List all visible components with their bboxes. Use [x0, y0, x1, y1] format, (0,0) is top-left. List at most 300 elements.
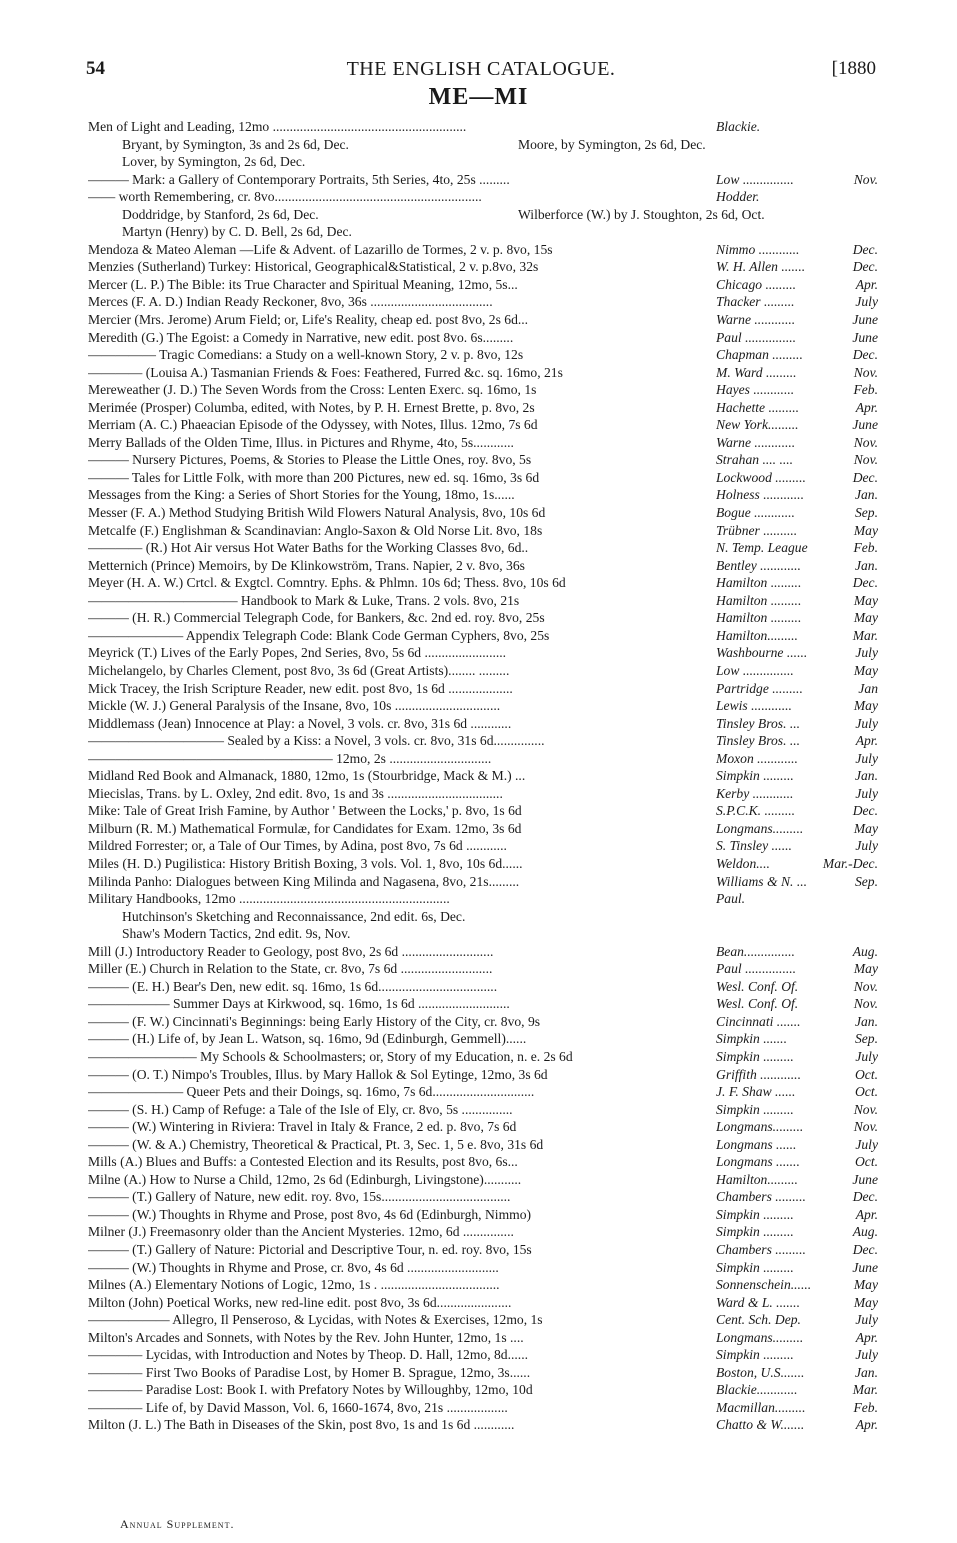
catalogue-entry — [88, 1346, 878, 1364]
entry-publisher-cell — [716, 644, 878, 662]
entry-secondary-title: Wilberforce (W.) by J. Stoughton, 2s 6d, Oct. — [518, 206, 765, 222]
entry-publisher-cell — [716, 1416, 878, 1434]
entry-title: Messages from the King: a Series of Short Stories for the Young, 18mo, 1s...... — [88, 487, 515, 503]
entry-month: Mar. — [852, 627, 878, 643]
entry-publisher: Paul ............... — [716, 961, 797, 977]
entry-publisher-cell — [716, 258, 878, 276]
entry-title: ————— Tragic Comedians: a Study on a well-known Story, 2 v. p. 8vo, 12s — [88, 347, 524, 363]
catalogue-entry — [88, 978, 878, 996]
entry-publisher-cell — [716, 188, 878, 206]
entry-publisher: W. H. Allen ....... — [716, 259, 806, 275]
entry-publisher: Longmans ...... — [716, 1136, 797, 1152]
entry-month: Mar.-Dec. — [822, 855, 878, 871]
entry-month: Jan. — [854, 557, 878, 573]
entry-publisher-cell — [716, 732, 878, 750]
catalogue-entry — [88, 329, 878, 347]
entry-publisher-cell — [716, 311, 878, 329]
entry-title: Hutchinson's Sketching and Reconnaissance, 2nd edit. 6s, Dec. — [122, 908, 466, 924]
catalogue-entry — [88, 767, 878, 785]
entry-publisher: Simpkin ....... — [716, 1031, 787, 1047]
entry-month: Dec. — [852, 803, 878, 819]
entry-title: Bryant, by Symington, 3s and 2s 6d, Dec. — [122, 136, 349, 152]
entry-title: Merces (F. A. D.) Indian Ready Reckoner, 8vo, 36s .................................... — [88, 294, 493, 310]
entry-publisher: N. Temp. League — [716, 540, 808, 556]
catalogue-entry — [88, 644, 878, 662]
entry-month: Oct. — [854, 1084, 878, 1100]
entry-publisher-cell — [716, 1381, 878, 1399]
entry-publisher: Simpkin ......... — [716, 768, 794, 784]
entry-publisher: Cincinnati ....... — [716, 1013, 801, 1029]
catalogue-entry — [88, 1223, 878, 1241]
entry-month: Nov. — [853, 364, 878, 380]
entry-title: ——— (F. W.) Cincinnati's Beginnings: being Early History of the City, cr. 8vo, 9s — [88, 1013, 541, 1029]
entry-publisher: Kerby ............ — [716, 785, 794, 801]
entry-publisher-cell — [716, 1399, 878, 1417]
entry-title: Meredith (G.) The Egoist: a Comedy in Narrative, new edit. post 8vo. 6s......... — [88, 329, 514, 345]
entry-publisher: Ward & L. ....... — [716, 1294, 800, 1310]
entry-publisher-cell — [716, 381, 878, 399]
catalogue-entry — [88, 873, 878, 891]
entry-publisher: Simpkin ......... — [716, 1101, 794, 1117]
catalogue-entry — [88, 592, 878, 610]
entry-publisher-cell — [716, 1276, 878, 1294]
entry-month: Nov. — [853, 1101, 878, 1117]
entry-publisher: S.P.C.K. ......... — [716, 803, 796, 819]
entry-month: Apr. — [855, 276, 878, 292]
entry-title: —————— Summer Days at Kirkwood, sq. 16mo, 1s 6d ........................... — [88, 996, 510, 1012]
entry-month: July — [855, 838, 878, 854]
catalogue-entry — [88, 451, 878, 469]
entry-publisher-cell — [716, 1101, 878, 1119]
entry-month: July — [855, 645, 878, 661]
catalogue-entry — [88, 1066, 878, 1084]
entry-title: Doddridge, by Stanford, 2s 6d, Dec. — [122, 206, 319, 222]
entry-month: Nov. — [853, 978, 878, 994]
entry-publisher-cell — [716, 1066, 878, 1084]
entry-month: Apr. — [855, 733, 878, 749]
entry-title: ——— Nursery Pictures, Poems, & Stories to Please the Little Ones, roy. 8vo, 5s — [88, 452, 532, 468]
catalogue-entry — [88, 1030, 878, 1048]
catalogue-entry — [88, 539, 878, 557]
entry-title: ——— Tales for Little Folk, with more than 200 Pictures, new ed. sq. 16mo, 3s 6d — [88, 469, 540, 485]
entry-month: May — [853, 610, 878, 626]
catalogue-entry — [88, 223, 878, 241]
catalogue-entry — [88, 908, 878, 926]
entry-title: ——— (W.) Thoughts in Rhyme and Prose, cr. 8vo, 4s 6d ........................... — [88, 1259, 499, 1275]
entry-publisher: Blackie............ — [716, 1382, 798, 1398]
entry-month: Jan. — [854, 487, 878, 503]
entry-month: Dec. — [852, 1189, 878, 1205]
entry-publisher-cell — [716, 469, 878, 487]
entry-month: Feb. — [853, 382, 878, 398]
catalogue-entry — [88, 715, 878, 733]
catalogue-entry — [88, 522, 878, 540]
entry-publisher: Simpkin ......... — [716, 1048, 794, 1064]
entry-month: July — [855, 1136, 878, 1152]
entry-month: May — [853, 662, 878, 678]
catalogue-entry — [88, 276, 878, 294]
entry-title: ——— (O. T.) Nimpo's Troubles, Illus. by Mary Hallok & Sol Eytinge, 12mo, 3s 6d — [88, 1066, 548, 1082]
entry-publisher: S. Tinsley ...... — [716, 838, 792, 854]
entry-publisher-cell — [716, 715, 878, 733]
entry-publisher: Chapman ......... — [716, 347, 803, 363]
catalogue-entry — [88, 697, 878, 715]
entry-title: Metcalfe (F.) Englishman & Scandinavian: Anglo-Saxon & Old Norse Lit. 8vo, 18s — [88, 522, 543, 538]
entry-publisher-cell — [716, 486, 878, 504]
entry-title: Miecislas, Trans. by L. Oxley, 2nd edit. 8vo, 1s and 3s .................................. — [88, 785, 503, 801]
entry-title: Meyer (H. A. W.) Crtcl. & Exgtcl. Comntry. Ephs. & Phlmn. 10s 6d; Thess. 8vo, 10s 6d — [88, 575, 566, 591]
catalogue-entry — [88, 1276, 878, 1294]
entry-month: Mar. — [852, 1382, 878, 1398]
entry-month: June — [852, 312, 878, 328]
catalogue-entry — [88, 680, 878, 698]
entry-publisher: M. Ward ......... — [716, 364, 797, 380]
catalogue-entry — [88, 136, 878, 154]
entry-publisher: Griffith ............ — [716, 1066, 801, 1082]
entry-month: Jan. — [854, 1013, 878, 1029]
entry-publisher-cell — [716, 399, 878, 417]
entry-publisher-cell — [716, 346, 878, 364]
catalogue-entry — [88, 469, 878, 487]
entry-month: Apr. — [855, 1417, 878, 1433]
entry-publisher-cell — [716, 750, 878, 768]
catalogue-entry — [88, 188, 878, 206]
entry-publisher: Paul ............... — [716, 329, 797, 345]
entry-publisher: Tinsley Bros. ... — [716, 715, 801, 731]
entry-publisher: New York......... — [716, 417, 799, 433]
entry-month: July — [855, 1347, 878, 1363]
entry-publisher: Chicago ......... — [716, 276, 797, 292]
entry-publisher-cell — [716, 1048, 878, 1066]
entry-title: ——— (H. R.) Commercial Telegraph Code, for Bankers, &c. 2nd ed. roy. 8vo, 25s — [88, 610, 545, 626]
entry-publisher-cell — [716, 785, 878, 803]
entry-publisher: Low ............... — [716, 662, 794, 678]
catalogue-entry — [88, 1364, 878, 1382]
entry-publisher-cell — [716, 1259, 878, 1277]
entry-title: Martyn (Henry) by C. D. Bell, 2s 6d, Dec. — [122, 224, 352, 240]
entry-month: Dec. — [852, 347, 878, 363]
entry-publisher-cell — [716, 1118, 878, 1136]
entry-title: Merry Ballads of the Olden Time, Illus. in Pictures and Rhyme, 4to, 5s............ — [88, 434, 514, 450]
entry-month: Aug. — [852, 1224, 878, 1240]
entry-publisher-cell — [716, 627, 878, 645]
catalogue-entry — [88, 1311, 878, 1329]
entry-publisher: Simpkin ......... — [716, 1224, 794, 1240]
entry-title: ——— (W.) Wintering in Riviera: Travel in Italy & France, 2 ed. p. 8vo, 7s 6d — [88, 1119, 517, 1135]
entry-publisher-cell — [716, 662, 878, 680]
entry-publisher-cell — [716, 592, 878, 610]
entry-title: ——— (W.) Thoughts in Rhyme and Prose, post 8vo, 4s 6d (Edinburgh, Nimmo) — [88, 1206, 532, 1222]
entry-publisher-cell — [716, 522, 878, 540]
entry-title: Metternich (Prince) Memoirs, by De Klinkowström, Trans. Napier, 2 v. 8vo, 36s — [88, 557, 525, 573]
catalogue-entry — [88, 1381, 878, 1399]
entry-publisher: Wesl. Conf. Of. — [716, 978, 799, 994]
catalogue-entry — [88, 311, 878, 329]
entry-publisher-cell — [716, 1013, 878, 1031]
entry-month: Dec. — [852, 259, 878, 275]
entry-month: Apr. — [855, 1206, 878, 1222]
entry-title: Lover, by Symington, 2s 6d, Dec. — [122, 154, 306, 170]
entry-month: June — [852, 417, 878, 433]
entry-month: Nov. — [853, 171, 878, 187]
entry-publisher: Blackie. — [716, 119, 761, 134]
entry-publisher: Partridge ......... — [716, 680, 803, 696]
entry-title: Milton (J. L.) The Bath in Diseases of the Skin, post 8vo, 1s and 1s 6d ............ — [88, 1417, 515, 1433]
entry-title: Milner (J.) Freemasonry older than the Ancient Mysteries. 12mo, 6d ............... — [88, 1224, 514, 1240]
catalogue-entry — [88, 1259, 878, 1277]
entry-publisher: Bean............... — [716, 943, 795, 959]
catalogue-entry — [88, 1294, 878, 1312]
entry-month: Nov. — [853, 996, 878, 1012]
catalogue-entry — [88, 960, 878, 978]
entry-month: July — [855, 750, 878, 766]
entry-title: ——— (T.) Gallery of Nature: Pictorial and Descriptive Tour, n. ed. roy. 8vo, 15s — [88, 1242, 532, 1257]
entry-publisher: Wesl. Conf. Of. — [716, 996, 799, 1012]
catalogue-entry — [88, 118, 878, 136]
entry-publisher-cell — [716, 1188, 878, 1206]
entry-title: ——————— Queer Pets and their Doings, sq. 16mo, 7s 6d.............................. — [88, 1084, 535, 1100]
entry-publisher: Williams & N. ... — [716, 873, 808, 889]
entry-publisher-cell — [716, 609, 878, 627]
entry-publisher: Hachette ......... — [716, 399, 800, 415]
catalogue-entry — [88, 258, 878, 276]
entry-month: Sep. — [854, 505, 878, 521]
entry-title: ———— Life of, by David Masson, Vol. 6, 1660-1674, 8vo, 21s .................. — [88, 1399, 508, 1415]
entry-publisher-cell — [716, 504, 878, 522]
entry-month: Jan — [858, 680, 878, 696]
entry-publisher: Boston, U.S....... — [716, 1364, 805, 1380]
entry-title: Mendoza & Mateo Aleman —Life & Advent. of Lazarillo de Tormes, 2 v. p. 8vo, 15s — [88, 241, 553, 257]
catalogue-entry — [88, 750, 878, 768]
entry-publisher-cell — [716, 329, 878, 347]
entry-publisher-cell — [716, 434, 878, 452]
catalogue-entry — [88, 381, 878, 399]
entry-publisher: Hodder. — [716, 189, 760, 205]
entry-month: Dec. — [852, 575, 878, 591]
entry-publisher: Warne ............ — [716, 312, 796, 328]
entry-publisher-cell — [716, 837, 878, 855]
entry-publisher-cell — [716, 1206, 878, 1224]
entry-title: Milburn (R. M.) Mathematical Formulæ, for Candidates for Exam. 12mo, 3s 6d — [88, 820, 522, 836]
entry-title: Miles (H. D.) Pugilistica: History British Boxing, 3 vols. Vol. 1, 8vo, 10s 6d...... — [88, 855, 523, 871]
entry-publisher-cell — [716, 1346, 878, 1364]
entry-title: ——— (W. & A.) Chemistry, Theoretical & Practical, Pt. 3, Sec. 1, 5 e. 8vo, 31s 6d — [88, 1136, 544, 1152]
entry-publisher: Hamilton ......... — [716, 610, 802, 626]
entry-publisher-cell — [716, 1241, 878, 1259]
catalogue-entry — [88, 171, 878, 189]
entry-month: July — [855, 1048, 878, 1064]
entry-publisher: Longmans ....... — [716, 1154, 800, 1170]
entry-title: —————————————————— 12mo, 2s .............................. — [88, 750, 492, 766]
entry-month: Feb. — [853, 540, 878, 556]
entry-publisher: Hamilton ......... — [716, 592, 802, 608]
entry-publisher-cell — [716, 1083, 878, 1101]
entry-title: Mickle (W. J.) General Paralysis of the Insane, 8vo, 10s ............................... — [88, 698, 501, 714]
catalogue-entry — [88, 346, 878, 364]
entry-title: Milnes (A.) Elementary Notions of Logic, 12mo, 1s . ................................... — [88, 1277, 500, 1293]
catalogue-entry — [88, 802, 878, 820]
entry-publisher-cell — [716, 574, 878, 592]
entry-publisher-cell — [716, 416, 878, 434]
entry-publisher-cell — [716, 767, 878, 785]
entry-month: July — [855, 294, 878, 310]
entry-title: Mick Tracey, the Irish Scripture Reader, new edit. post 8vo, 1s 6d ................... — [88, 680, 513, 696]
catalogue-entry — [88, 855, 878, 873]
entry-month: Nov. — [853, 452, 878, 468]
entry-month: Oct. — [854, 1154, 878, 1170]
entry-month: May — [853, 961, 878, 977]
entry-publisher-cell — [716, 943, 878, 961]
entry-title: Mildred Forrester; or, a Tale of Our Times, by Adina, post 8vo, 7s 6d ............ — [88, 838, 507, 854]
catalogue-entry — [88, 1101, 878, 1119]
entry-month: May — [853, 698, 878, 714]
entry-publisher: Cent. Sch. Dep. — [716, 1312, 801, 1328]
catalogue-entry — [88, 1118, 878, 1136]
entry-month: July — [855, 785, 878, 801]
catalogue-entry — [88, 1048, 878, 1066]
catalogue-entry — [88, 1013, 878, 1031]
entry-publisher-cell — [716, 1311, 878, 1329]
entry-title: ——————— Appendix Telegraph Code: Blank Code German Cyphers, 8vo, 25s — [88, 627, 550, 643]
entry-publisher-cell — [716, 855, 878, 873]
catalogue-entry — [88, 837, 878, 855]
catalogue-entry — [88, 504, 878, 522]
catalogue-entry — [88, 206, 878, 224]
entry-publisher: Strahan .... .... — [716, 452, 794, 468]
entry-publisher: Nimmo ............ — [716, 241, 800, 257]
entry-publisher: Longmans......... — [716, 1329, 804, 1345]
entry-publisher-cell — [716, 1171, 878, 1189]
entry-publisher: Moxon ............ — [716, 750, 798, 766]
entry-publisher: Chatto & W....... — [716, 1417, 805, 1433]
catalogue-entry — [88, 434, 878, 452]
catalogue-entry — [88, 1083, 878, 1101]
entry-publisher-cell — [716, 960, 878, 978]
entry-publisher-cell — [716, 293, 878, 311]
entry-month: June — [852, 1171, 878, 1187]
entry-title: Midland Red Book and Almanack, 1880, 12mo, 1s (Stourbridge, Mack & M.) ... — [88, 768, 526, 784]
entry-title: Military Handbooks, 12mo .............................................................. — [88, 891, 450, 907]
entry-title: Milinda Panho: Dialogues between King Milinda and Nagasena, 8vo, 21s......... — [88, 873, 520, 889]
page-year: [1880 — [831, 58, 876, 79]
entry-publisher-cell — [716, 1153, 878, 1171]
entry-publisher-cell — [716, 1294, 878, 1312]
entry-month: June — [852, 329, 878, 345]
entry-publisher-cell — [716, 802, 878, 820]
catalogue-entry — [88, 890, 878, 908]
entry-publisher: Tinsley Bros. ... — [716, 733, 801, 749]
catalogue-entry — [88, 1136, 878, 1154]
entry-title: ——————————— Handbook to Mark & Luke, Trans. 2 vols. 8vo, 21s — [88, 592, 520, 608]
entry-title: —— worth Remembering, cr. 8vo............................................................. — [88, 189, 482, 205]
entry-publisher: Trübner .......... — [716, 522, 798, 538]
entry-publisher-cell — [716, 697, 878, 715]
entry-month: Oct. — [854, 1066, 878, 1082]
page-number: 54 — [86, 58, 105, 79]
catalogue-entry — [88, 662, 878, 680]
entry-month: Dec. — [852, 469, 878, 485]
entry-publisher: Low ............... — [716, 171, 794, 187]
entry-publisher-cell — [716, 118, 878, 136]
entry-title: Middlemass (Jean) Innocence at Play: a Novel, 3 vols. cr. 8vo, 31s 6d ............ — [88, 715, 512, 731]
entry-month: Sep. — [854, 873, 878, 889]
entry-month: May — [853, 820, 878, 836]
entry-publisher: Bentley ............ — [716, 557, 801, 573]
catalogue-entry — [88, 1329, 878, 1347]
entry-publisher-cell — [716, 451, 878, 469]
entry-publisher: Lockwood ......... — [716, 469, 806, 485]
entry-month: Feb. — [853, 1399, 878, 1415]
entry-publisher: Longmans......... — [716, 820, 804, 836]
catalogue-entry — [88, 609, 878, 627]
entry-publisher: Holness ............ — [716, 487, 804, 503]
catalogue-entry — [88, 627, 878, 645]
page-header — [86, 58, 876, 84]
entry-title: Shaw's Modern Tactics, 2nd edit. 9s, Nov. — [122, 926, 351, 942]
entry-publisher: Warne ............ — [716, 434, 796, 450]
entry-list — [88, 118, 878, 1434]
catalogue-entry — [88, 1188, 878, 1206]
entry-secondary-title: Moore, by Symington, 2s 6d, Dec. — [518, 136, 706, 152]
entry-publisher: Sonnenschein...... — [716, 1277, 812, 1293]
catalogue-entry — [88, 925, 878, 943]
entry-title: Mills (A.) Blues and Buffs: a Contested Election and its Results, post 8vo, 6s... — [88, 1154, 518, 1170]
catalogue-entry — [88, 557, 878, 575]
entry-publisher: Hamilton......... — [716, 627, 798, 643]
entry-month: July — [855, 1312, 878, 1328]
entry-publisher: Simpkin ......... — [716, 1347, 794, 1363]
entry-title: Mercer (L. P.) The Bible: its True Character and Spiritual Meaning, 12mo, 5s... — [88, 276, 518, 292]
entry-month: Nov. — [853, 1119, 878, 1135]
catalogue-entry — [88, 732, 878, 750]
entry-publisher: Hayes ............ — [716, 382, 795, 398]
entry-publisher: Simpkin ......... — [716, 1259, 794, 1275]
entry-publisher: Washbourne ...... — [716, 645, 808, 661]
entry-publisher-cell — [716, 276, 878, 294]
catalogue-entry — [88, 1241, 878, 1259]
entry-title: ———— Paradise Lost: Book I. with Prefatory Notes by Willoughby, 12mo, 10d — [88, 1382, 533, 1398]
entry-publisher-cell — [716, 364, 878, 382]
entry-publisher-cell — [716, 241, 878, 259]
entry-publisher-cell — [716, 820, 878, 838]
entry-month: May — [853, 1294, 878, 1310]
entry-title: ——— Mark: a Gallery of Contemporary Portraits, 5th Series, 4to, 25s ......... — [88, 171, 510, 187]
entry-publisher: Chambers ......... — [716, 1189, 806, 1205]
catalogue-entry — [88, 1153, 878, 1171]
section-heading: ME—MI — [428, 84, 529, 110]
entry-title: ——— (E. H.) Bear's Den, new edit. sq. 16mo, 1s 6d................................... — [88, 978, 498, 994]
entry-title: Milton's Arcades and Sonnets, with Notes by the Rev. John Hunter, 12mo, 1s .... — [88, 1329, 524, 1345]
entry-title: ——— (H.) Life of, by Jean L. Watson, sq. 16mo, 9d (Edinburgh, Gemmell)...... — [88, 1031, 527, 1047]
entry-title: ———— First Two Books of Paradise Lost, by Homer B. Sprague, 12mo, 3s...... — [88, 1364, 531, 1380]
entry-publisher: Longmans......... — [716, 1119, 804, 1135]
entry-month: Nov. — [853, 434, 878, 450]
entry-title: Milne (A.) How to Nurse a Child, 12mo, 2s 6d (Edinburgh, Livingstone)........... — [88, 1171, 522, 1187]
entry-title: Merriam (A. C.) Phaeacian Episode of the Odyssey, with Notes, Illus. 12mo, 7s 6d — [88, 417, 538, 433]
entry-publisher: Macmillan......... — [716, 1399, 806, 1415]
entry-month: June — [852, 1259, 878, 1275]
entry-publisher-cell — [716, 1329, 878, 1347]
entry-publisher: Simpkin ......... — [716, 1206, 794, 1222]
entry-month: Jan. — [854, 768, 878, 784]
catalogue-entry — [88, 416, 878, 434]
entry-publisher-cell — [716, 890, 878, 908]
entry-title: Men of Light and Leading, 12mo ......................................................... — [88, 119, 467, 134]
entry-title: —————— Allegro, Il Penseroso, & Lycidas, with Notes & Exercises, 12mo, 1s — [88, 1312, 543, 1328]
page-title: THE ENGLISH CATALOGUE. — [346, 58, 616, 80]
entry-publisher-cell — [716, 1136, 878, 1154]
entry-month: May — [853, 592, 878, 608]
